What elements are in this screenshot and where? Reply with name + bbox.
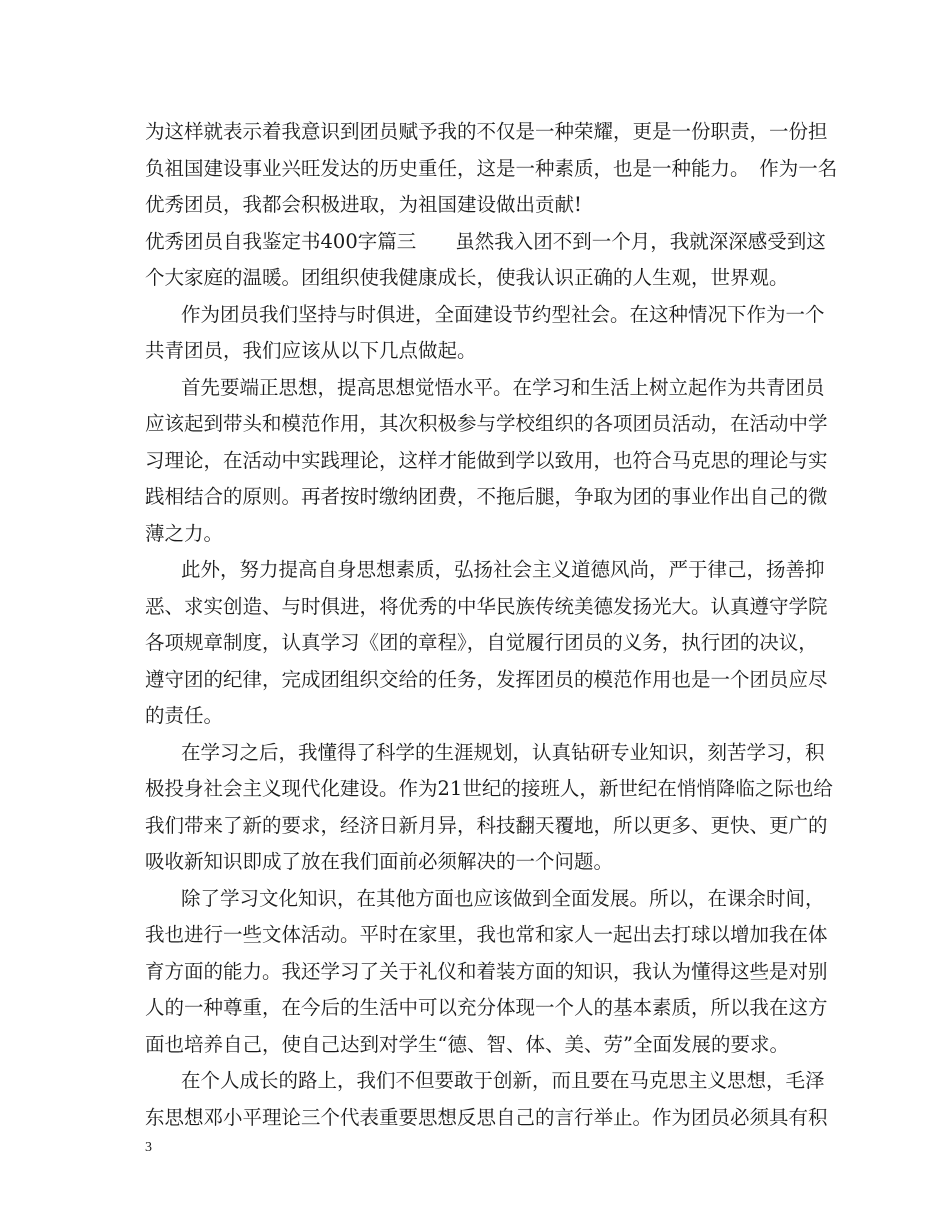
- text-line: 育方面的能力。我还学习了关于礼仪和着装方面的知识，我认为懂得这些是对别: [145, 959, 828, 983]
- text-line: 负祖国建设事业兴旺发达的历史重任，这是一种素质，也是一种能力。 作为一名: [145, 156, 838, 180]
- text-line: 习理论，在活动中实践理论，这样才能做到学以致用，也符合马克思的理论与实: [145, 448, 828, 472]
- text-line: 东思想邓小平理论三个代表重要思想反思自己的言行举止。作为团员必须具有积: [145, 1105, 828, 1129]
- text-line: 作为团员我们坚持与时俱进，全面建设节约型社会。在这种情况下作为一个: [181, 302, 825, 326]
- document-body: [145, 114, 838, 1136]
- text-line: 此外，努力提高自身思想素质，弘扬社会主义道德风尚，严于律己，扬善抑: [181, 558, 825, 581]
- page-number: 3: [145, 1140, 152, 1155]
- text-line: 我也进行一些文体活动。平时在家里，我也常和家人一起出去打球以增加我在体: [145, 923, 828, 946]
- text-line: 在学习之后，我懂得了科学的生涯规划，认真钻研专业知识，刻苦学习，积: [181, 740, 825, 764]
- text-line: 践相结合的原则。再者按时缴纳团费，不拖后腿，争取为团的事业作出自己的微: [145, 485, 828, 508]
- text-line: 共青团员，我们应该从以下几点做起。: [145, 339, 477, 362]
- text-line: 在个人成长的路上，我们不但要敢于创新，而且要在马克思主义思想，毛泽: [181, 1069, 825, 1092]
- text-line: 优秀团员自我鉴定书400字篇三 虽然我入团不到一个月，我就深深感受到这: [145, 229, 826, 253]
- text-line: 面也培养自己，使自己达到对学生“德、智、体、美、劳”全面发展的要求。: [145, 1032, 789, 1056]
- text-line: 各项规章制度，认真学习《团的章程》，自觉履行团员的义务，执行团的决议，: [145, 631, 818, 654]
- text-line: 除了学习文化知识，在其他方面也应该做到全面发展。所以，在课余时间，: [181, 886, 825, 910]
- text-line: 人的一种尊重，在今后的生活中可以充分体现一个人的基本素质，所以我在这方: [145, 996, 828, 1019]
- text-line: 薄之力。: [145, 521, 224, 545]
- text-line: 个大家庭的温暖。团组织使我健康成长，使我认识正确的人生观，世界观。: [145, 266, 789, 289]
- text-line: 首先要端正思想，提高思想觉悟水平。在学习和生活上树立起作为共青团员: [181, 375, 825, 399]
- text-line: 遵守团的纪律，完成团组织交给的任务，发挥团员的模范作用也是一个团员应尽: [145, 667, 828, 691]
- text-line: 极投身社会主义现代化建设。作为21世纪的接班人，新世纪在悄悄降临之际也给: [145, 777, 833, 800]
- text-line: 我们带来了新的要求，经济日新月异，科技翻天覆地，所以更多、更快、更广的: [145, 813, 828, 837]
- text-line: 吸收新知识即成了放在我们面前必须解决的一个问题。: [145, 850, 614, 873]
- text-line: 的责任。: [145, 704, 224, 727]
- text-line: 恶、求实创造、与时俱进，将优秀的中华民族传统美德发扬光大。认真遵守学院: [145, 594, 828, 618]
- text-line: 应该起到带头和模范作用，其次积极参与学校组织的各项团员活动，在活动中学: [145, 412, 828, 435]
- text-line: 优秀团员，我都会积极进取，为祖国建设做出贡献!: [145, 193, 582, 216]
- text-line: 为这样就表示着我意识到团员赋予我的不仅是一种荣耀，更是一份职责，一份担: [145, 120, 828, 143]
